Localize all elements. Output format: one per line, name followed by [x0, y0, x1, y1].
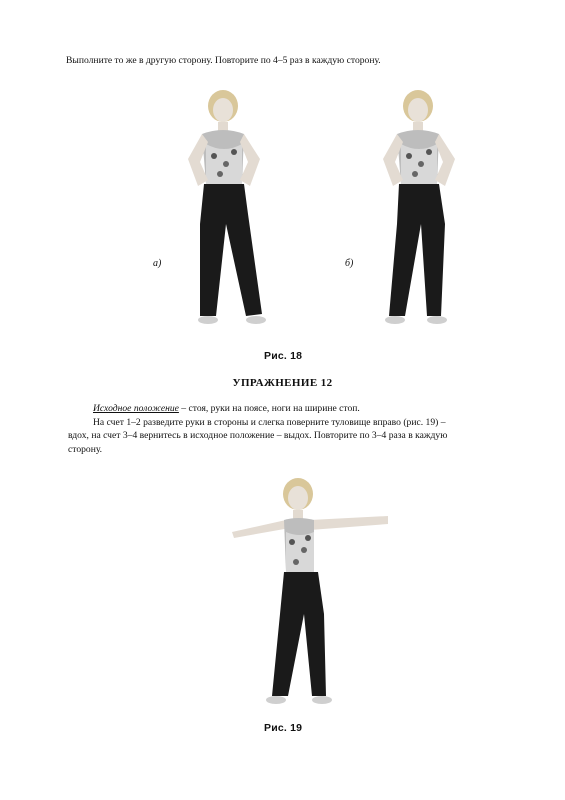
exercise-description — [93, 402, 523, 430]
start-position-text: – стоя, руки на поясе, ноги на ширине стоп. — [178, 403, 360, 414]
start-position-paragraph — [93, 402, 523, 416]
instruction-line-1: На счет 1–2 разведите руки в стороны и слегка поверните туловище вправо (рис. 19) – — [93, 417, 446, 428]
figure-18b-label: б) — [345, 258, 354, 269]
figure-18a-label: а) — [153, 258, 162, 269]
figure-18-caption: Рис. 18 — [264, 350, 303, 362]
instruction-line-2: вдох, на счет 3–4 вернитесь в исходное положение – выдох. Повторите по 3–4 раза в каждую — [68, 430, 448, 441]
start-position-label: Исходное положение — [93, 403, 179, 414]
instruction-line-3: сторону. — [68, 444, 103, 455]
intro-text: Выполните то же в другую сторону. Повторите по 4–5 раз в каждую сторону. — [66, 55, 381, 66]
figure-19-caption: Рис. 19 — [264, 722, 303, 734]
exercise-heading: УПРАЖНЕНИЕ 12 — [232, 377, 333, 389]
figure-18a-photo — [170, 84, 280, 334]
figure-18b-photo — [365, 84, 475, 334]
figure-19-photo — [228, 474, 398, 714]
